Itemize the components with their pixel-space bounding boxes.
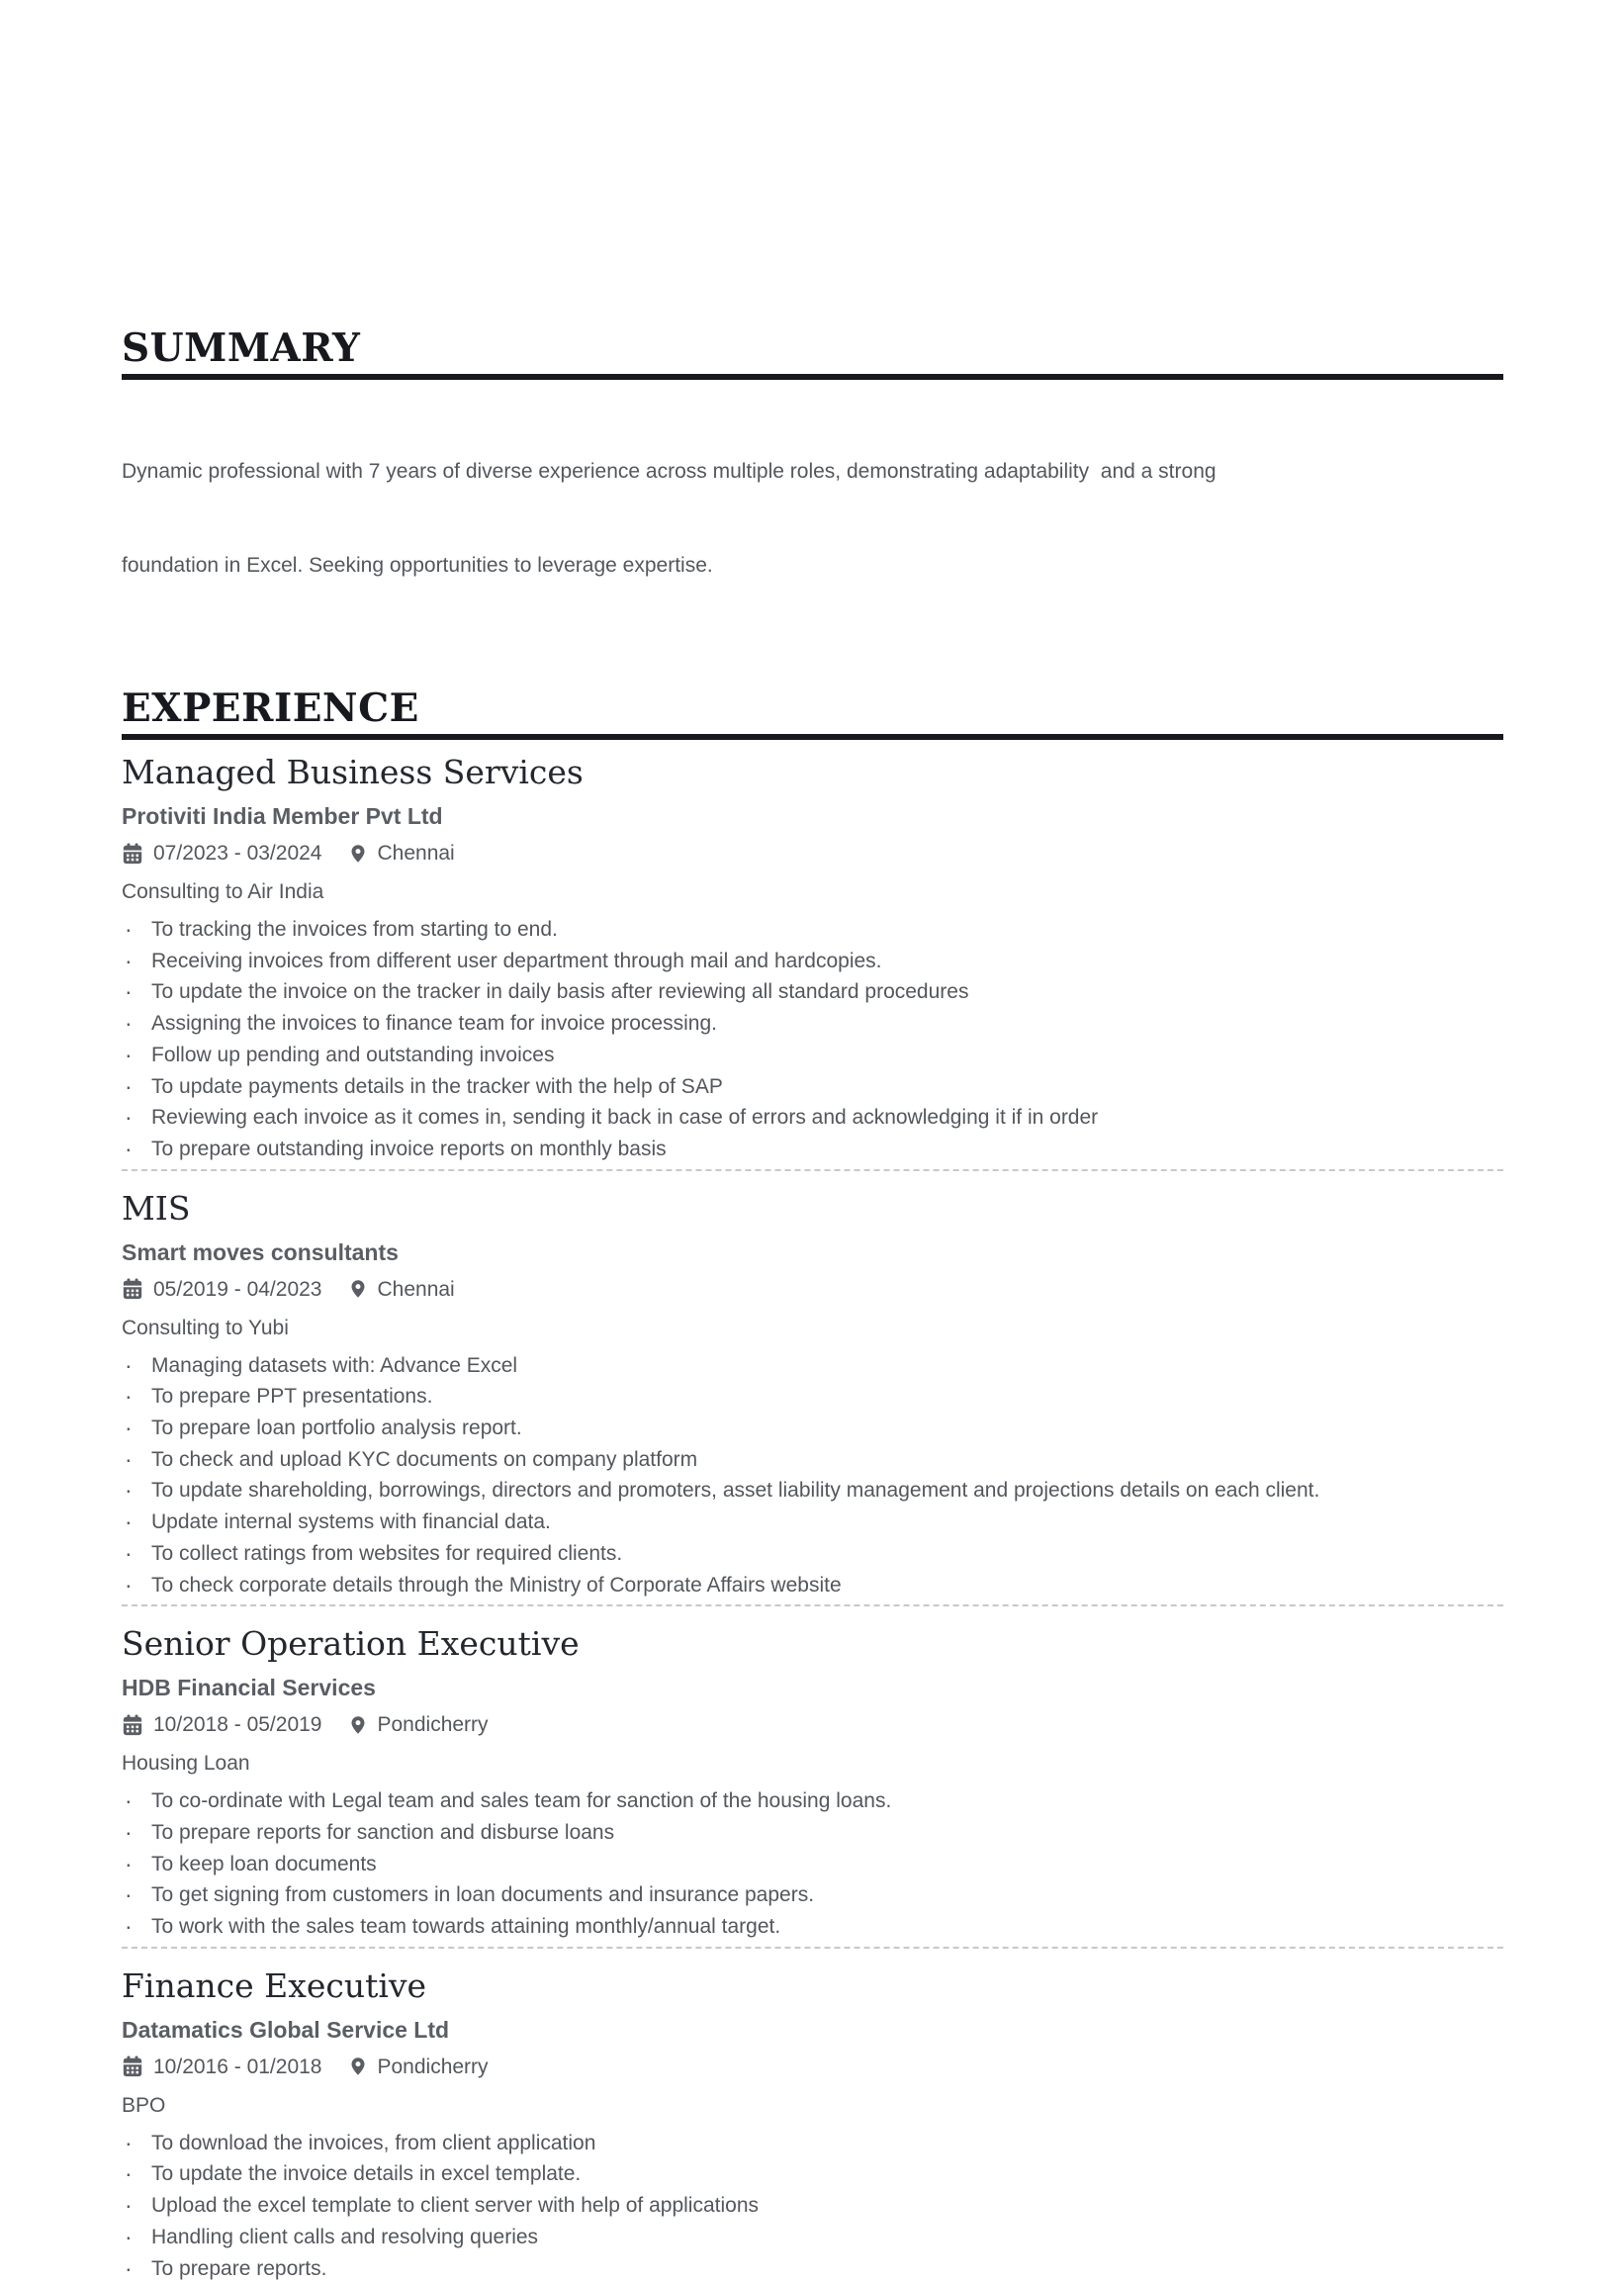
bullet-text: Update internal systems with financial data. [151,1510,551,1534]
bullet-item [122,1102,1503,1134]
bullet-dot-icon [125,1879,133,1911]
job-location: Chennai [377,842,455,865]
bullet-item [122,914,1503,946]
bullet-item [122,1134,1503,1165]
job-description: Housing Loan [122,1752,250,1776]
experience-section [122,687,1503,2284]
job-bullets [122,914,1503,1165]
bullet-text: To keep loan documents [151,1852,377,1875]
bullet-item [122,1444,1503,1476]
job-dates: 10/2018 - 05/2019 [153,1713,322,1737]
bullet-dot-icon [125,976,133,1008]
job-title: MIS [122,1188,191,1228]
job-dates: 05/2019 - 04/2023 [153,1277,322,1301]
bullet-text: To work with the sales team towards attaining monthly/annual target. [151,1915,781,1939]
bullet-text: Upload the excel template to client server with help of applications [151,2194,760,2218]
bullet-dot-icon [125,2222,133,2253]
bullet-item [122,1817,1503,1849]
bullet-dot-icon [125,1134,133,1165]
bullet-item [122,1507,1503,1538]
bullet-item [122,1879,1503,1911]
job-bullets [122,1785,1503,1943]
bullet-dot-icon [125,1444,133,1476]
bullet-item [122,1071,1503,1103]
bullet-dot-icon [125,1008,133,1040]
bullet-text: Handling client calls and resolving queries [151,2225,539,2248]
bullet-item [122,1040,1503,1071]
bullet-text: To prepare reports. [151,2256,327,2280]
bullet-text: Assigning the invoices to finance team for invoice processing. [151,1012,717,1036]
bullet-text: To prepare outstanding invoice reports on monthly basis [151,1137,667,1160]
job-description: Consulting to Air India [122,880,324,903]
bullet-item [122,1849,1503,1880]
bullet-text: Managing datasets with: Advance Excel [151,1353,518,1377]
job-title: Finance Executive [122,1965,427,2005]
bullet-dot-icon [125,1817,133,1849]
bullet-item [122,1538,1503,1570]
summary-line: foundation in Excel. Seeking opportunities to leverage expertise. [122,553,713,577]
bullet-item [122,1570,1503,1601]
job-entry [122,1624,1503,1943]
bullet-text: To tracking the invoices from starting to end. [151,918,558,941]
location-pin-icon [348,1714,368,1736]
job-entry [122,753,1503,1165]
experience-heading: EXPERIENCE [122,687,1503,740]
bullet-item [122,1475,1503,1507]
bullet-dot-icon [125,1785,133,1817]
bullet-text: To update shareholding, borrowings, directors and promoters, asset liability management and projections details on each client. [151,1479,1320,1503]
job-company: Smart moves consultants [122,1238,399,1265]
bullet-text: To update payments details in the tracker with the help of SAP [151,1074,723,1098]
job-meta-row [122,841,1503,866]
bullet-item [122,2158,1503,2190]
bullet-dot-icon [125,2190,133,2222]
job-company: Datamatics Global Service Ltd [122,2016,450,2043]
bullet-dot-icon [125,1102,133,1134]
calendar-icon [122,1278,143,1300]
job-entry [122,1189,1503,1601]
bullet-text: To download the invoices, from client application [151,2131,596,2154]
job-location: Pondicherry [377,2055,489,2078]
bullet-dot-icon [125,946,133,977]
job-meta-row [122,2055,1503,2079]
job-description: BPO [122,2093,166,2117]
bullet-text: To collect ratings from websites for required clients. [151,1541,623,1565]
bullet-dot-icon [125,1570,133,1601]
job-dates: 07/2023 - 03/2024 [153,842,322,865]
bullet-dot-icon [125,1381,133,1413]
job-description: Consulting to Yubi [122,1316,289,1339]
bullet-text: To update the invoice details in excel template. [151,2162,582,2186]
job-entry [122,1966,1503,2284]
bullet-item [122,1008,1503,1040]
bullet-dot-icon [125,1413,133,1444]
job-company: Protiviti India Member Pvt Ltd [122,803,443,829]
job-divider [122,1604,1503,1606]
bullet-text: To prepare reports for sanction and disburse loans [151,1820,615,1844]
bullet-item [122,946,1503,977]
bullet-dot-icon [125,1040,133,1071]
location-pin-icon [348,1278,368,1300]
bullet-dot-icon [125,914,133,946]
summary-text [122,394,1503,643]
bullet-dot-icon [125,1507,133,1538]
bullet-text: To prepare PPT presentations. [151,1385,433,1409]
bullet-item [122,2190,1503,2222]
bullet-text: To check corporate details through the Ministry of Corporate Affairs website [151,1573,842,1597]
bullet-text: Follow up pending and outstanding invoices [151,1043,555,1066]
resume-page [122,0,1503,2284]
bullet-dot-icon [125,1475,133,1507]
bullet-text: To check and upload KYC documents on company platform [151,1447,698,1471]
job-meta-row [122,1277,1503,1302]
bullet-text: To get signing from customers in loan documents and insurance papers. [151,1883,815,1907]
summary-heading: SUMMARY [122,327,1503,380]
job-title: Senior Operation Executive [122,1624,580,1664]
bullet-item [122,2222,1503,2253]
location-pin-icon [348,2056,368,2077]
bullet-dot-icon [125,1538,133,1570]
job-divider [122,1169,1503,1171]
bullet-dot-icon [125,2253,133,2284]
summary-section [122,327,1503,643]
bullet-item [122,1911,1503,1943]
job-bullets [122,2128,1503,2284]
summary-line: Dynamic professional with 7 years of diverse experience across multiple roles, demonstrating adaptability and a strong [122,460,1217,483]
bullet-dot-icon [125,1071,133,1103]
bullet-dot-icon [125,2128,133,2159]
job-location: Chennai [377,1277,455,1301]
bullet-text: To co-ordinate with Legal team and sales team for sanction of the housing loans. [151,1789,892,1813]
bullet-item [122,2128,1503,2159]
bullet-text: Receiving invoices from different user department through mail and hardcopies. [151,949,882,972]
calendar-icon [122,1714,143,1736]
job-title: Managed Business Services [122,753,584,791]
location-pin-icon [348,843,368,865]
bullet-item [122,976,1503,1008]
calendar-icon [122,843,143,865]
calendar-icon [122,2056,143,2077]
bullet-dot-icon [125,1911,133,1943]
bullet-dot-icon [125,1350,133,1382]
bullet-dot-icon [125,1849,133,1880]
bullet-item [122,1381,1503,1413]
bullet-item [122,1350,1503,1382]
bullet-item [122,2253,1503,2284]
bullet-text: To update the invoice on the tracker in daily basis after reviewing all standard procedures [151,980,969,1004]
job-bullets [122,1350,1503,1601]
bullet-item [122,1785,1503,1817]
bullet-item [122,1413,1503,1444]
bullet-dot-icon [125,2158,133,2190]
job-divider [122,1947,1503,1949]
job-meta-row [122,1712,1503,1737]
bullet-text: Reviewing each invoice as it comes in, sending it back in case of errors and acknowledging it if in order [151,1106,1099,1130]
job-dates: 10/2016 - 01/2018 [153,2055,322,2078]
bullet-text: To prepare loan portfolio analysis report. [151,1416,522,1440]
job-company: HDB Financial Services [122,1675,376,1701]
job-location: Pondicherry [377,1713,489,1737]
